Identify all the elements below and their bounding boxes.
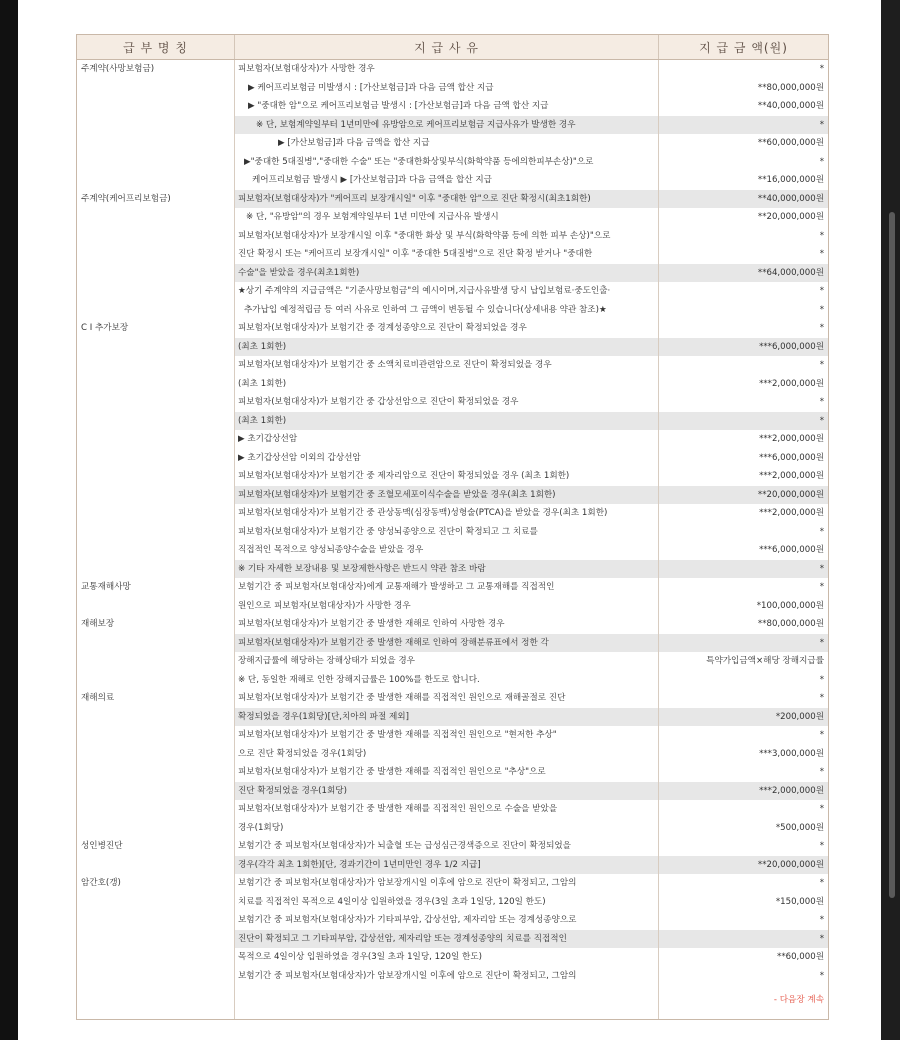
payment-reason-cell: 확정되었을 경우(1회당)[단,치아의 파절 제외] [235,708,659,727]
benefit-name-cell: 재해보장 [77,615,235,634]
payment-reason-cell: 보험기간 중 피보험자(보험대상자)가 암보장개시일 이후에 암으로 진단이 확정되고, 그암의 [235,967,659,986]
payment-reason-cell: 진단이 확정되고 그 기타피부암, 갑상선암, 제자리암 또는 경계성종양의 치료를 직접적인 [235,930,659,949]
payment-reason-cell: 피보험자(보험대상자)가 보험기간 중 발생한 재해로 인하여 사망한 경우 [235,615,659,634]
table-row [77,264,829,283]
payment-amount-cell: * [659,523,829,542]
payment-amount-cell: 특약가입금액×해당 장해지급률 [659,652,829,671]
table-header-row [77,35,829,60]
benefit-name-cell [77,449,235,468]
table-row [77,745,829,764]
table-row [77,134,829,153]
benefit-name-cell [77,948,235,967]
payment-reason-cell: ★상기 주계약의 지급금액은 "기준사망보험금"의 예시이며,지급사유발생 당시 납입보험료·중도인출· [235,282,659,301]
benefit-name-cell [77,264,235,283]
payment-amount-cell: *150,000원 [659,893,829,912]
table-row [77,911,829,930]
table-row [77,634,829,653]
benefit-name-cell [77,134,235,153]
benefit-name-cell [77,375,235,394]
payment-amount-cell: ***2,000,000원 [659,375,829,394]
footer-empty-cell [235,985,659,1020]
benefit-name-cell [77,893,235,912]
payment-amount-cell: * [659,356,829,375]
payment-amount-cell: * [659,319,829,338]
benefit-name-cell [77,800,235,819]
benefit-name-cell [77,911,235,930]
table-row [77,523,829,542]
benefit-name-cell [77,745,235,764]
payment-amount-cell: * [659,153,829,172]
document-page [18,0,881,1040]
payment-reason-cell: ▶ 초기갑상선암 이외의 갑상선암 [235,449,659,468]
benefit-name-cell [77,819,235,838]
payment-reason-cell: ▶ [가산보험금]과 다음 금액을 합산 지급 [235,134,659,153]
benefit-name-cell [77,171,235,190]
payment-amount-cell: * [659,116,829,135]
payment-reason-cell: 추가납입 예정적립금 등 여러 사유로 인하여 그 금액이 변동될 수 있습니다(상세내용 약관 참조)★ [235,301,659,320]
payment-amount-cell: **64,000,000원 [659,264,829,283]
benefit-name-cell [77,79,235,98]
table-footer-row [77,985,829,1020]
payment-amount-cell: ***2,000,000원 [659,782,829,801]
payment-amount-cell: *100,000,000원 [659,597,829,616]
benefit-name-cell [77,856,235,875]
benefit-name-cell [77,634,235,653]
table-row [77,338,829,357]
payment-amount-cell: **60,000원 [659,948,829,967]
payment-reason-cell: 피보험자(보험대상자)가 보험기간 중 소액치료비관련암으로 진단이 확정되었을 경우 [235,356,659,375]
benefit-name-cell [77,338,235,357]
table-row [77,893,829,912]
payment-amount-cell: **16,000,000원 [659,171,829,190]
table-row [77,467,829,486]
payment-reason-cell: (최초 1회한) [235,375,659,394]
table-row [77,449,829,468]
payment-amount-cell: ***6,000,000원 [659,449,829,468]
benefit-name-cell [77,541,235,560]
benefit-name-cell [77,782,235,801]
benefit-name-cell [77,726,235,745]
payment-amount-cell: * [659,930,829,949]
payment-amount-cell: * [659,689,829,708]
table-row [77,153,829,172]
payment-reason-cell: 피보험자(보험대상자)가 보험기간 중 갑상선암으로 진단이 확정되었을 경우 [235,393,659,412]
payment-reason-cell: 장해지급률에 해당하는 장해상태가 되었을 경우 [235,652,659,671]
payment-amount-cell: * [659,578,829,597]
payment-reason-cell: 보험기간 중 피보험자(보험대상자)가 암보장개시일 이후에 암으로 진단이 확정되고, 그암의 [235,874,659,893]
payment-reason-cell: 피보험자(보험대상자)가 보험기간 중 관상동맥(심장동맥)성형술(PTCA)을 받았을 경우(최초 1회한) [235,504,659,523]
payment-reason-cell: 피보험자(보험대상자)가 보험기간 중 제자리암으로 진단이 확정되었을 경우 (최초 1회한) [235,467,659,486]
payment-reason-cell: 진단 확정시 또는 "케어프리 보장개시일" 이후 "중대한 5대질병"으로 진단 확정 받거나 "중대한 [235,245,659,264]
table-row [77,578,829,597]
payment-amount-cell: **60,000,000원 [659,134,829,153]
payment-amount-cell: * [659,245,829,264]
table-row [77,967,829,986]
table-row [77,782,829,801]
table-row [77,79,829,98]
benefit-name-cell [77,930,235,949]
table-row [77,356,829,375]
payment-reason-cell: 진단 확정되었을 경우(1회당) [235,782,659,801]
payment-reason-cell: 보험기간 중 피보험자(보험대상자)에게 교통재해가 발생하고 그 교통재해를 직접적인 [235,578,659,597]
table-row [77,190,829,209]
benefit-name-cell [77,597,235,616]
table-row [77,486,829,505]
benefit-name-cell [77,412,235,431]
table-row [77,319,829,338]
payment-reason-cell: 케어프리보험금 발생시 ▶ [가산보험금]과 다음 금액을 합산 지급 [235,171,659,190]
table-row [77,541,829,560]
table-row [77,671,829,690]
benefit-name-cell [77,301,235,320]
payment-reason-cell: 피보험자(보험대상자)가 "케어프리 보장개시일" 이후 "중대한 암"으로 진단 확정시(최초1회한) [235,190,659,209]
payment-reason-cell: 으로 진단 확정되었을 경우(1회당) [235,745,659,764]
payment-amount-cell: * [659,800,829,819]
payment-amount-cell: * [659,837,829,856]
benefit-name-cell [77,430,235,449]
payment-reason-cell: 피보험자(보험대상자)가 보험기간 중 발생한 재해를 직접적인 원인으로 수술을 받았을 [235,800,659,819]
payment-reason-cell: 피보험자(보험대상자)가 보험기간 중 발생한 재해를 직접적인 원인으로 재해골절로 진단 [235,689,659,708]
payment-amount-cell: * [659,671,829,690]
payment-reason-cell: ※ 기타 자세한 보장내용 및 보장제한사항은 반드시 약관 참조 바람 [235,560,659,579]
header-benefit-name: 급 부 명 칭 [77,35,235,60]
payment-amount-cell: * [659,726,829,745]
benefit-name-cell [77,763,235,782]
benefit-name-cell [77,708,235,727]
payment-reason-cell: 피보험자(보험대상자)가 보장개시일 이후 "중대한 화상 및 부식(화학약품 등에 의한 피부 손상)"으로 [235,227,659,246]
table-row [77,116,829,135]
table-body [77,60,829,1020]
payment-amount-cell: ***3,000,000원 [659,745,829,764]
benefit-name-cell: 주계약(사망보험금) [77,60,235,79]
benefit-name-cell: 암간호(갱) [77,874,235,893]
benefit-name-cell [77,116,235,135]
benefit-name-cell [77,467,235,486]
table-row [77,208,829,227]
payment-reason-cell: 피보험자(보험대상자)가 보험기간 중 조혈모세포이식수술을 받았을 경우(최초 1회한) [235,486,659,505]
header-payment-reason: 지 급 사 유 [235,35,659,60]
payment-reason-cell: 피보험자(보험대상자)가 보험기간 중 발생한 재해로 인하여 장해분류표에서 정한 각 [235,634,659,653]
benefit-name-cell [77,153,235,172]
payment-reason-cell: ▶"중대한 5대질병","중대한 수술" 또는 "중대한화상및부식(화학약품 등에의한피부손상)"으로 [235,153,659,172]
payment-amount-cell: ***2,000,000원 [659,504,829,523]
benefit-name-cell: 재해의료 [77,689,235,708]
payment-reason-cell: 피보험자(보험대상자)가 사망한 경우 [235,60,659,79]
table-row [77,171,829,190]
scrollbar-thumb[interactable] [889,212,895,898]
benefit-name-cell: 교통재해사망 [77,578,235,597]
payment-reason-cell: 원인으로 피보험자(보험대상자)가 사망한 경우 [235,597,659,616]
payment-amount-cell: * [659,763,829,782]
benefit-name-cell [77,671,235,690]
payment-reason-cell: 경우(각각 최초 1회한)[단, 경과기간이 1년미만인 경우 1/2 지급] [235,856,659,875]
benefit-table [76,34,829,1020]
table-row [77,282,829,301]
payment-amount-cell: * [659,967,829,986]
payment-amount-cell: **80,000,000원 [659,615,829,634]
payment-amount-cell: **20,000,000원 [659,208,829,227]
table-row [77,560,829,579]
payment-reason-cell: 피보험자(보험대상자)가 보험기간 중 발생한 재해를 직접적인 원인으로 "추상"으로 [235,763,659,782]
payment-reason-cell: ▶ 초기갑상선암 [235,430,659,449]
header-payment-amount: 지 급 금 액(원) [659,35,829,60]
payment-reason-cell: 보험기간 중 피보험자(보험대상자)가 기타피부암, 갑상선암, 제자리암 또는 경계성종양으로 [235,911,659,930]
table-row [77,504,829,523]
payment-reason-cell: 경우(1회당) [235,819,659,838]
benefit-name-cell [77,486,235,505]
payment-amount-cell: **40,000,000원 [659,190,829,209]
table-row [77,652,829,671]
payment-reason-cell: 수술"을 받았을 경우(최초1회한) [235,264,659,283]
table-row [77,430,829,449]
table-row [77,689,829,708]
table-row [77,930,829,949]
benefit-name-cell [77,282,235,301]
table-row [77,819,829,838]
payment-amount-cell: * [659,282,829,301]
benefit-name-cell [77,227,235,246]
payment-amount-cell: * [659,911,829,930]
table-row [77,874,829,893]
table-row [77,97,829,116]
benefit-name-cell [77,560,235,579]
payment-amount-cell: ***2,000,000원 [659,467,829,486]
table-row [77,726,829,745]
benefit-name-cell [77,393,235,412]
payment-amount-cell: ***6,000,000원 [659,541,829,560]
footer-empty-cell [77,985,235,1020]
table-row [77,800,829,819]
payment-amount-cell: * [659,393,829,412]
table-row [77,412,829,431]
payment-amount-cell: * [659,560,829,579]
table-row [77,708,829,727]
payment-reason-cell: ▶ "중대한 암"으로 케어프리보험금 발생시 : [가산보험금]과 다음 금액 합산 지급 [235,97,659,116]
table-row [77,393,829,412]
benefit-name-cell: 주계약(케어프리보험금) [77,190,235,209]
table-row [77,615,829,634]
benefit-name-cell [77,504,235,523]
payment-amount-cell: *200,000원 [659,708,829,727]
payment-reason-cell: 보험기간 중 피보험자(보험대상자)가 뇌출혈 또는 급성심근경색증으로 진단이 확정되었을 [235,837,659,856]
payment-amount-cell: **20,000,000원 [659,486,829,505]
benefit-name-cell [77,652,235,671]
table-row [77,375,829,394]
payment-amount-cell: *500,000원 [659,819,829,838]
benefit-name-cell: C I 추가보장 [77,319,235,338]
benefit-name-cell [77,967,235,986]
payment-amount-cell: * [659,412,829,431]
table-row [77,597,829,616]
payment-reason-cell: ▶ 케어프리보험금 미발생시 : [가산보험금]과 다음 금액 합산 지급 [235,79,659,98]
payment-amount-cell: * [659,301,829,320]
payment-amount-cell: **80,000,000원 [659,79,829,98]
payment-reason-cell: (최초 1회한) [235,412,659,431]
benefit-name-cell [77,97,235,116]
payment-reason-cell: 피보험자(보험대상자)가 보험기간 중 경계성종양으로 진단이 확정되었을 경우 [235,319,659,338]
scrollbar-track[interactable] [881,0,900,1040]
payment-amount-cell: **20,000,000원 [659,856,829,875]
payment-reason-cell: 직접적인 목적으로 양성뇌종양수술을 받았을 경우 [235,541,659,560]
footer-note-cell [659,985,829,1020]
table-row [77,245,829,264]
payment-amount-cell: * [659,874,829,893]
payment-reason-cell: 치료를 직접적인 목적으로 4일이상 입원하였을 경우(3일 초과 1일당, 120일 한도) [235,893,659,912]
table-row [77,948,829,967]
table-row [77,60,829,79]
payment-reason-cell: 피보험자(보험대상자)가 보험기간 중 양성뇌종양으로 진단이 확정되고 그 치료를 [235,523,659,542]
payment-reason-cell: 피보험자(보험대상자)가 보험기간 중 발생한 재해를 직접적인 원인으로 "현저한 추상" [235,726,659,745]
payment-amount-cell: **40,000,000원 [659,97,829,116]
benefit-name-cell [77,523,235,542]
payment-amount-cell: ***2,000,000원 [659,430,829,449]
payment-amount-cell: * [659,634,829,653]
table-row [77,856,829,875]
benefit-name-cell [77,208,235,227]
payment-amount-cell: ***6,000,000원 [659,338,829,357]
payment-reason-cell: ※ 단, 동일한 재해로 인한 장해지급률은 100%를 한도로 합니다. [235,671,659,690]
table-row [77,763,829,782]
payment-reason-cell: (최초 1회한) [235,338,659,357]
table-row [77,227,829,246]
payment-reason-cell: 목적으로 4일이상 입원하였을 경우(3일 초과 1일당, 120일 한도) [235,948,659,967]
benefit-name-cell [77,245,235,264]
payment-reason-cell: ※ 단, "유방암"의 경우 보험계약일부터 1년 미만에 지급사유 발생시 [235,208,659,227]
table-row [77,301,829,320]
benefit-name-cell [77,356,235,375]
payment-reason-cell: ※ 단, 보험계약일부터 1년미만에 유방암으로 케어프리보험금 지급사유가 발생한 경우 [235,116,659,135]
benefit-name-cell: 성인병진단 [77,837,235,856]
payment-amount-cell: * [659,227,829,246]
continued-note: - 다음장 계속 [773,995,824,1005]
table-row [77,837,829,856]
payment-amount-cell: * [659,60,829,79]
